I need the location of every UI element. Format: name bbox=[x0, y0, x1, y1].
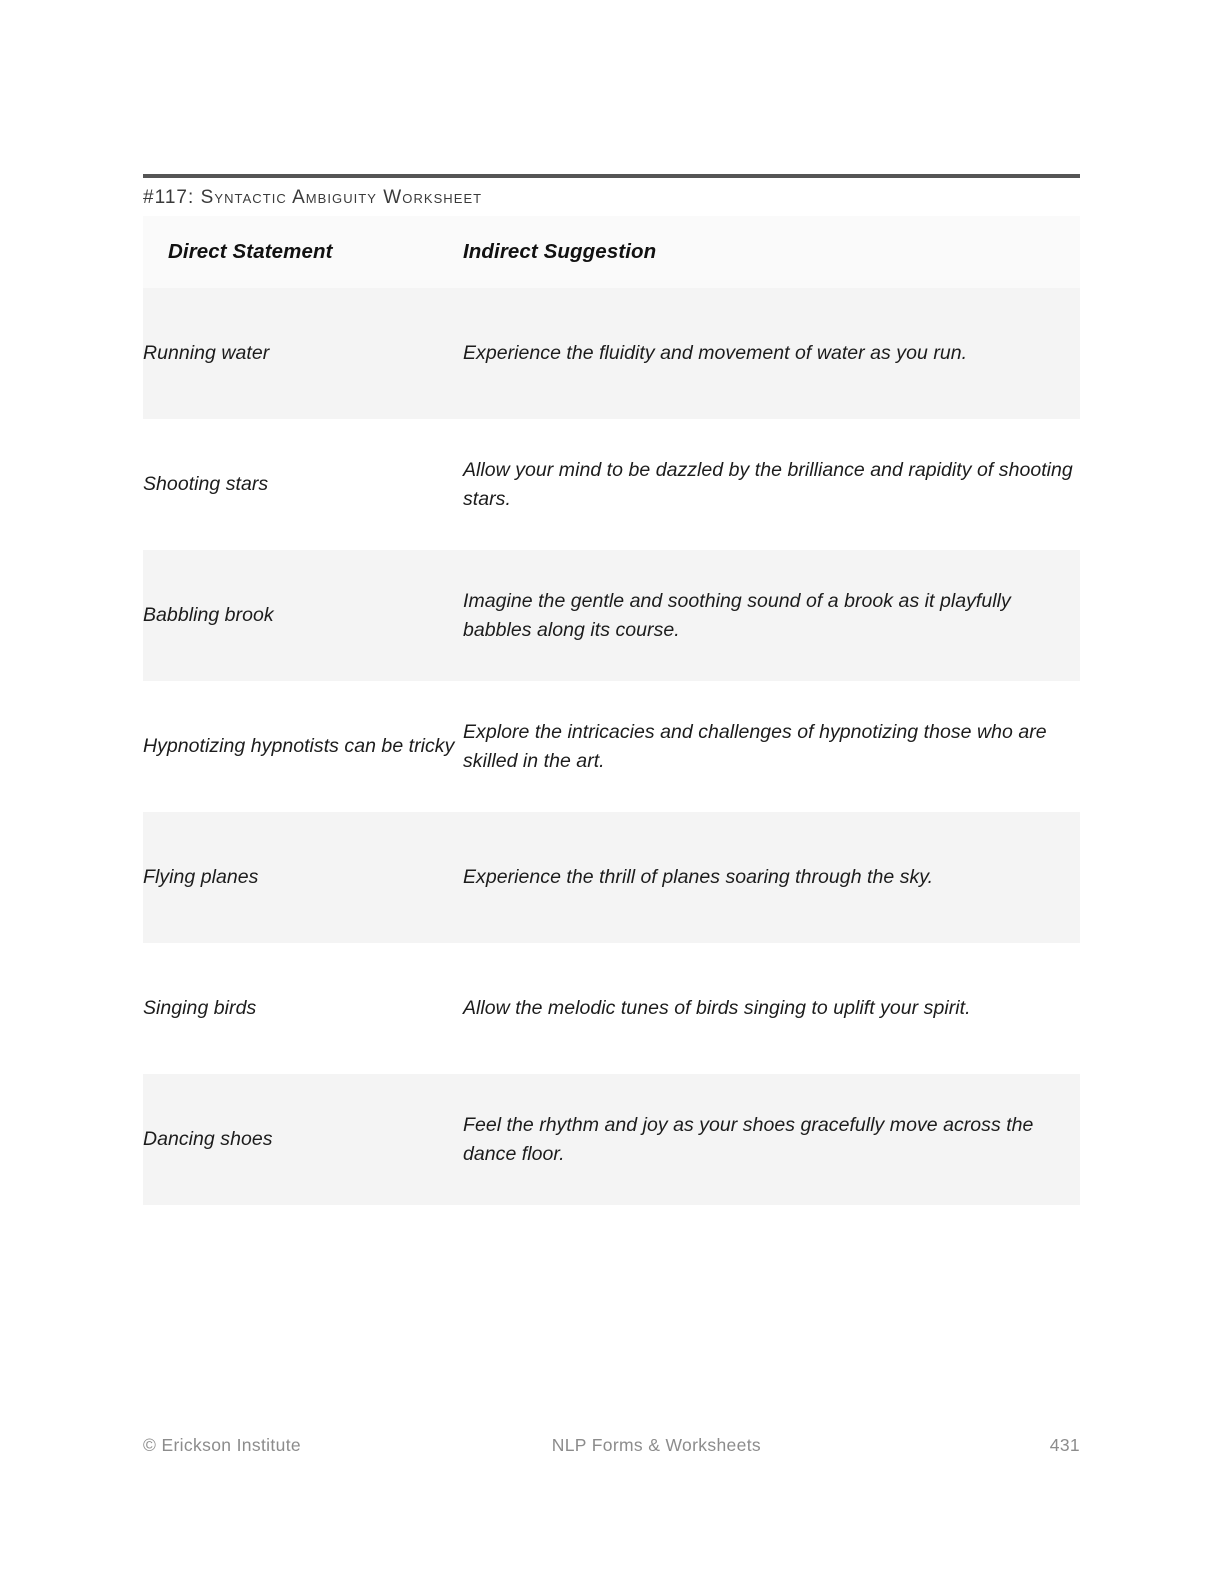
table-row bbox=[143, 419, 1080, 550]
cell-indirect-suggestion: Imagine the gentle and soothing sound of a brook as it playfully babbles along its course. bbox=[463, 550, 1080, 681]
page-footer bbox=[143, 1435, 1080, 1456]
cell-indirect-suggestion: Feel the rhythm and joy as your shoes gracefully move across the dance floor. bbox=[463, 1074, 1080, 1205]
table-row bbox=[143, 550, 1080, 681]
page-title: #117: Syntactic Ambiguity Worksheet bbox=[143, 187, 483, 208]
cell-indirect-suggestion: Allow the melodic tunes of birds singing to uplift your spirit. bbox=[463, 943, 1080, 1074]
cell-direct-statement: Hypnotizing hypnotists can be tricky bbox=[143, 681, 463, 812]
cell-direct-statement: Singing birds bbox=[143, 943, 463, 1074]
table-row bbox=[143, 1074, 1080, 1205]
table-body bbox=[143, 288, 1080, 1205]
footer-section-title: NLP Forms & Worksheets bbox=[551, 1435, 762, 1455]
cell-direct-statement: Babbling brook bbox=[143, 550, 463, 681]
column-header-indirect-suggestion-label: Indirect Suggestion bbox=[463, 240, 657, 263]
table-row bbox=[143, 681, 1080, 812]
page-header bbox=[143, 174, 1080, 209]
cell-direct-statement: Shooting stars bbox=[143, 419, 463, 550]
footer-copyright: © Erickson Institute bbox=[143, 1435, 302, 1455]
syntactic-ambiguity-table bbox=[143, 216, 1080, 1205]
cell-indirect-suggestion: Explore the intricacies and challenges of hypnotizing those who are skilled in the art. bbox=[463, 681, 1080, 812]
cell-direct-statement: Flying planes bbox=[143, 812, 463, 943]
cell-indirect-suggestion: Experience the fluidity and movement of water as you run. bbox=[463, 288, 1080, 419]
column-header-direct-statement bbox=[143, 216, 463, 288]
cell-direct-statement: Dancing shoes bbox=[143, 1074, 463, 1205]
table-header bbox=[143, 216, 1080, 288]
footer-page-number: 431 bbox=[1049, 1435, 1080, 1455]
table-row bbox=[143, 288, 1080, 419]
column-header-direct-statement-label: Direct Statement bbox=[168, 240, 333, 263]
cell-indirect-suggestion: Experience the thrill of planes soaring through the sky. bbox=[463, 812, 1080, 943]
table-row bbox=[143, 943, 1080, 1074]
table-header-row bbox=[143, 216, 1080, 288]
cell-direct-statement: Running water bbox=[143, 288, 463, 419]
cell-indirect-suggestion: Allow your mind to be dazzled by the brilliance and rapidity of shooting stars. bbox=[463, 419, 1080, 550]
table-row bbox=[143, 812, 1080, 943]
header-rule bbox=[143, 174, 1080, 178]
column-header-indirect-suggestion bbox=[463, 216, 1080, 288]
